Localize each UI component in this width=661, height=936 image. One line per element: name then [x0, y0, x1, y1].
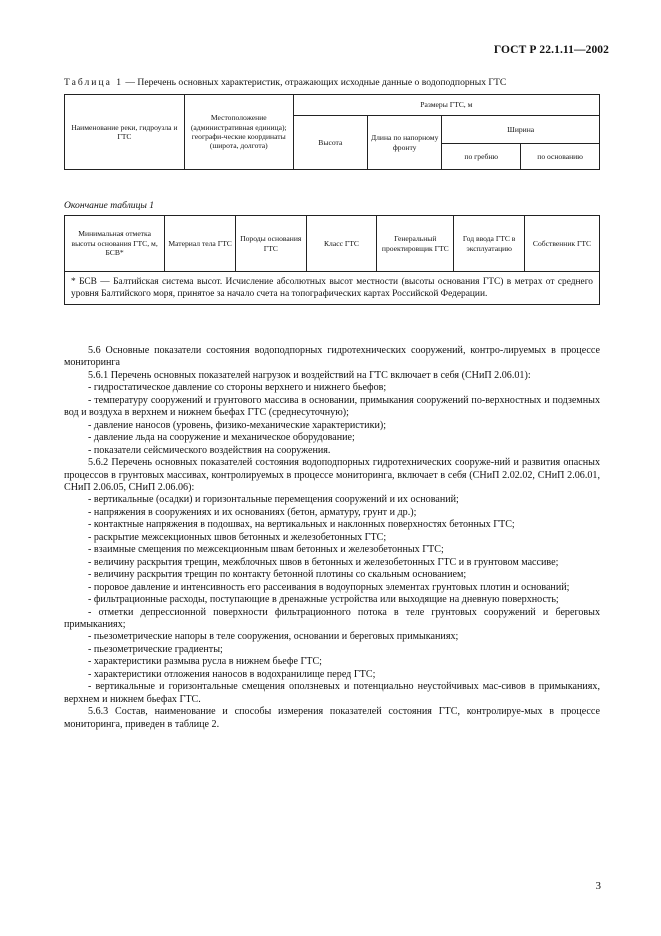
- header-class: Класс ГТС: [306, 216, 377, 272]
- table-1-continuation: [64, 215, 600, 305]
- list-item: - напряжения в сооружениях и их основаниях (бетон, арматуру, грунт и др.);: [88, 506, 417, 518]
- paragraph: 5.6.2 Перечень основных показателей состояния водоподпорных гидротехнических сооруже-ний и развития опасных процессов в грунтовых массивах, контролируемых в процессе мониторинга, включает в себя (СНиП 2.02.02, СНиП 2.06.01, СНиП 2.06.05, СНиП 2.06.06):: [64, 457, 600, 493]
- paragraph: 5.6.3 Состав, наименование и способы измерения показателей состояния ГТС, контролируе-мых в процессе мониторинга, приведен в таблице 2.: [64, 706, 600, 730]
- list-item: - контактные напряжения в подошвах, на вертикальных и наклонных поверхностях бетонных ГТС;: [88, 519, 515, 531]
- table-1-caption: [64, 77, 604, 88]
- header-foundation-rocks: Породы основания ГТС: [235, 216, 306, 272]
- list-item: - характеристики отложения наносов в водохранилище перед ГТС;: [88, 668, 376, 680]
- list-item: - давление наносов (уровень, физико-механические характеристики);: [88, 419, 387, 431]
- list-item: - вертикальные (осадки) и горизонтальные перемещения сооружений и их оснований;: [88, 494, 459, 506]
- header-location: Местоположение (административная единица); географи-ческие координаты (широта, долгота): [184, 95, 293, 170]
- paragraph: 5.6 Основные показатели состояния водоподпорных гидротехнических сооружений, контро-лируемых в процессе мониторинга: [64, 345, 600, 369]
- list-item: - отметки депрессионной поверхности фильтрационного потока в теле грунтовых сооружений и береговых примыканиях;: [64, 606, 600, 630]
- header-river-name: Наименование реки, гидроузла и ГТС: [65, 95, 185, 170]
- list-item: - характеристики размыва русла в нижнем бьефе ГТС;: [88, 656, 322, 668]
- list-item: - пьезометрические градиенты;: [88, 643, 223, 655]
- page-number: 3: [595, 880, 601, 892]
- list-item: - давление льда на сооружение и механическое оборудование;: [88, 432, 355, 444]
- header-owner: Собственник ГТС: [525, 216, 600, 272]
- table-footnote: * БСВ — Балтийская система высот. Исчисление абсолютных высот местности (высоты основания ГТС) в метрах от среднего уровня Балтийского моря, принятое за начало счета на топографических картах Российской Федерации.: [65, 272, 600, 305]
- list-item: - величину раскрытия трещин, межблочных швов в бетонных и железобетонных ГТС и в грунтовом массиве;: [88, 556, 559, 568]
- header-height: Высота: [293, 116, 367, 170]
- header-general-designer: Генеральный проектировщик ГТС: [377, 216, 454, 272]
- header-length: Длина по напорному фронту: [368, 116, 442, 170]
- table-1-caption-text: — Перечень основных характеристик, отражающих исходные данные о водоподпорных ГТС: [123, 77, 507, 88]
- header-min-elevation: Минимальная отметка высоты основания ГТС, м, БСВ*: [65, 216, 165, 272]
- list-item: - фильтрационные расходы, поступающие в дренажные устройства или выходящие на дневную поверхность;: [88, 594, 559, 606]
- list-item: - показатели сейсмического воздействия на сооружения.: [88, 444, 331, 456]
- body-text: [64, 345, 600, 731]
- header-width-base: по основанию: [521, 144, 600, 170]
- list-item: - гидростатическое давление со стороны верхнего и нижнего бьефов;: [88, 382, 387, 394]
- list-item: - раскрытие межсекционных швов бетонных и железобетонных ГТС;: [88, 531, 387, 543]
- table-1-caption-prefix: Таблица 1: [64, 77, 124, 88]
- header-width-crest: по гребню: [442, 144, 521, 170]
- table-1-continuation-caption: Окончание таблицы 1: [64, 200, 155, 211]
- list-item: - величину раскрытия трещин по контакту бетонной плотины со скальным основанием;: [88, 569, 467, 581]
- header-year-commissioned: Год ввода ГТС в эксплуатацию: [454, 216, 525, 272]
- header-sizes: Размеры ГТС, м: [293, 95, 599, 116]
- list-item: - взаимные смещения по межсекционным швам бетонных и железобетонных ГТС;: [88, 544, 444, 556]
- list-item: - пьезометрические напоры в теле сооружения, основании и береговых примыканиях;: [88, 631, 459, 643]
- header-body-material: Материал тела ГТС: [165, 216, 236, 272]
- paragraph: 5.6.1 Перечень основных показателей нагрузок и воздействий на ГТС включает в себя (СНиП 2.06.01):: [88, 369, 531, 381]
- document-header: ГОСТ Р 22.1.11—2002: [493, 44, 609, 56]
- list-item: - вертикальные и горизонтальные смещения оползневых и потенциально неустойчивых мас-сивов в примыканиях, верхнем и нижнем бьефах ГТС.: [64, 681, 600, 705]
- header-width: Ширина: [442, 116, 600, 144]
- list-item: - температуру сооружений и грунтового массива в основании, примыкания сооружений по-верхностных и подземных вод и воздуха в верхнем и нижнем бьефах ГТС (среднесуточную);: [64, 394, 600, 419]
- list-item: - поровое давление и интенсивность его рассеивания в водоупорных элементах грунтовых плотин и оснований;: [88, 581, 570, 593]
- table-1: [64, 94, 600, 170]
